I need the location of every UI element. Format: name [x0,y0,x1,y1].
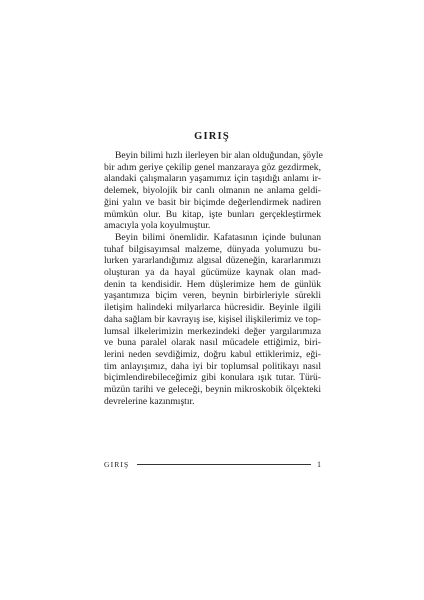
text-line: Beyin bilimi hızlı ilerleyen bir alan olduğundan, şöyle [115,150,323,161]
text-line: bir adım geriye çekilip genel manzaraya göz gezdirmek, [104,161,321,173]
text-line: delemek, biyolojik bir canlı olmanın ne anlama geldi- [104,185,321,197]
footer-rule [137,464,311,465]
chapter-heading: GIRIŞ [194,131,230,142]
paragraph-1 [104,150,321,232]
text-line: lumsal ilkelerimizin merkezindeki değer yargılarımıza [104,325,321,337]
text-line: amacıyla yola koyulmuştur. [104,220,211,232]
body-text [104,150,321,407]
text-line: müzün tarihi ve geleceği, beynin mikroskobik ölçekteki [104,384,321,396]
text-line: yaşantımıza biçim veren, beynin birbirleriyle sürekli [104,290,321,302]
text-line: daha sağlam bir kavrayış ise, kişisel ilişkilerimiz ve top- [104,313,321,325]
text-line: iletişim halindeki milyarlarca hücresidir. Beyinle ilgili [104,302,321,314]
text-line: oluşturan ya da hayal gücümüze kaynak olan mad- [104,267,321,279]
text-line: lerini neden sevdiğimiz, doğru kabul ettiklerimiz, eği- [104,348,321,360]
text-line: lurken yararlandığımız algısal düzeneğin, kararlarımızı [104,255,321,267]
text-line: alandaki çalışmaların yaşamımız için taşıdığı anlamı ir- [104,173,321,185]
text-line: tuhaf bilgisayımsal malzeme, dünyada yolumuzu bu- [104,243,321,255]
text-line: tim anlayışımız, daha iyi bir toplumsal politikayı nasıl [104,360,321,372]
page-number: 1 [317,459,321,469]
text-line: mümkün olur. Bu kitap, işte bunları gerçekleştirmek [104,208,321,220]
text-line: denin ta kendisidir. Hem düşlerimize hem de günlük [104,278,321,290]
page-footer [104,458,321,470]
running-title: GIRIŞ [104,459,130,469]
text-line: ğini yalın ve basit bir biçimde değerlendirmek nadiren [104,196,321,208]
text-line: biçimlendirebileceğimiz gibi konulara ışık tutar. Türü- [104,372,321,384]
text-line: ve buna paralel olarak nasıl mücadele ettiğimiz, biri- [104,337,321,349]
paragraph-2 [104,232,321,408]
text-line: devrelerine kazınmıştır. [104,395,195,407]
text-line: Beyin bilimi önemlidir. Kafatasının içinde bulunan [115,231,321,243]
